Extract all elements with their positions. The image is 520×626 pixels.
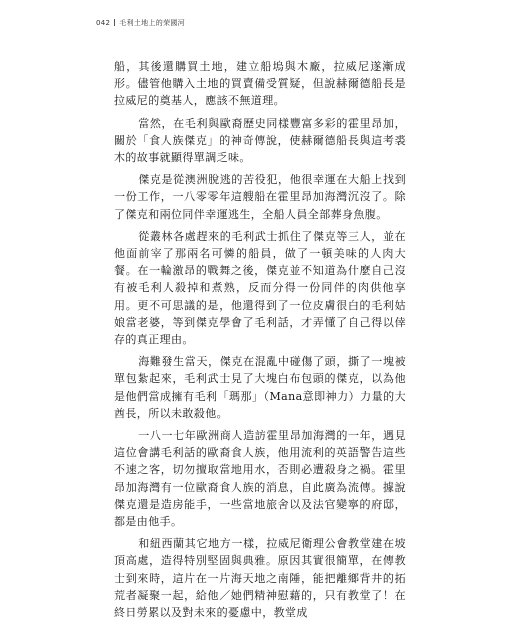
header-separator [114, 19, 115, 26]
paragraph: 當然，在毛利與歐裔歷史同樣豐富多彩的霍里昂加，關於「食人族傑克」的神奇傳說，使赫爾德船長與這考裘木的故事就顯得單調乏味。 [114, 116, 406, 165]
paragraph: 從叢林各處趕來的毛利武士抓住了傑克等三人，並在他面前宰了那兩名可憐的船員，做了一頓美味的人肉大餐。在一輪激昂的戰舞之後，傑克並不知道為什麼自己沒有被毛利人殺掉和煮熟，反而分得一份同伴的肉供他享用。更不可思議的是，他還得到了一位皮膚很白的毛利姑娘當老婆，等到傑克學會了毛利話，才弄懂了自己得以倖存的真正理由。 [114, 229, 406, 347]
book-title: 毛利土地上的荣國河 [119, 19, 185, 27]
paragraph: 傑克是從澳洲脫逃的苦役犯，他很幸運在大船上找到一份工作，一八零零年這艘船在霍里昂加海灣沉沒了。除了傑克和兩位同伴幸運逃生，全船人員全部葬身魚腹。 [114, 173, 406, 221]
paragraph: 一八一七年歐洲商人造訪霍里昂加海灣的一年，遇見這位會講毛利話的歐裔食人族，他用流利的英語警告這些不速之客，切勿擅取當地用水，否則必遭殺身之禍。霍里昂加海灣有一位歐裔食人族的消息，自此廣為流傳。據說傑克還是造房能手，一些當地旅舍以及法官變寧的府邸，都是由他手。 [114, 429, 406, 529]
page-number: 042 [96, 19, 111, 27]
paragraph-continuation: 船，其後還購買土地，建立船塢與木廠，拉威尼遂漸成形。儘管他購入土地的買賣備受質疑，但說赫爾德船長是拉威尼的奠基人，應該不無道理。 [114, 60, 406, 108]
paragraph: 和紐西蘭其它地方一樣，拉威尼衛理公會教堂建在坡頂高處，造得特別堅固與典雅。原因其實很簡單，在傳教士到來時，這片在一片海天地之南陲，能把離鄉背井的拓荒者凝聚一起，給他／她們精神慰藉的，只有教堂了！在終日勞累以及對未來的憂慮中，教堂成 [114, 537, 406, 620]
paragraph: 海難發生當天，傑克在混亂中碰傷了頭，撕了一塊被單包紮起來，毛利武士見了大塊白布包頭的傑克，以為他是他們當成擁有毛利「瑪那」（Mana意即神力）力量的大酋長，所以未敢殺他。 [114, 355, 406, 420]
running-header [96, 18, 185, 28]
body-text [114, 58, 406, 626]
